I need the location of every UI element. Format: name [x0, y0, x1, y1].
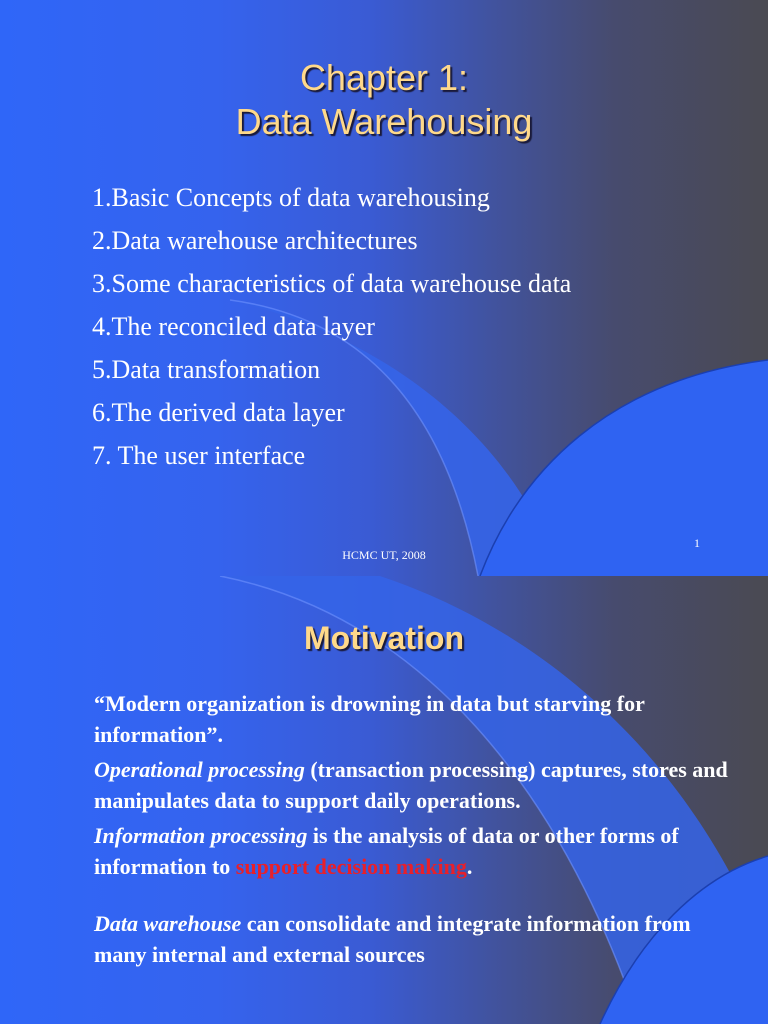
slide-2-body	[94, 688, 734, 974]
slide-1-title	[0, 56, 768, 144]
information-paragraph	[94, 820, 734, 882]
information-end: .	[466, 854, 473, 879]
term-operational-processing: Operational processing	[94, 757, 305, 782]
agenda-item: 1.Basic Concepts of data warehousing	[92, 183, 490, 212]
operational-paragraph	[94, 754, 734, 816]
warehouse-paragraph	[94, 908, 734, 970]
agenda-item: 2.Data warehouse architectures	[92, 226, 418, 255]
operational-description: (transaction processing) captures, stores and manipulates data to support daily operations.	[94, 757, 728, 813]
agenda-item: 7. The user interface	[92, 441, 306, 470]
information-description: is the analysis of data or other forms of information to	[94, 823, 679, 879]
title-line-1: Chapter 1:	[299, 57, 469, 98]
slide-2-title: Motivation	[304, 620, 464, 656]
agenda-list	[92, 176, 571, 477]
agenda-item: 4.The reconciled data layer	[92, 312, 375, 341]
term-data-warehouse: Data warehouse	[94, 911, 242, 936]
quote-paragraph: “Modern organization is drowning in data but starving for information”.	[94, 691, 645, 747]
slide-1-page-number: 1	[694, 536, 700, 550]
agenda-item: 3.Some characteristics of data warehouse data	[92, 269, 572, 298]
term-information-processing: Information processing	[94, 823, 308, 848]
title-line-2: Data Warehousing	[235, 101, 533, 142]
slide-1-footer: HCMC UT, 2008	[342, 548, 426, 562]
warehouse-description: can consolidate and integrate information from many internal and external sources	[94, 911, 691, 967]
highlight-text: support decision making	[235, 854, 467, 879]
slide-2	[0, 576, 768, 1024]
agenda-item: 5.Data transformation	[92, 355, 321, 384]
agenda-item: 6.The derived data layer	[92, 398, 345, 427]
